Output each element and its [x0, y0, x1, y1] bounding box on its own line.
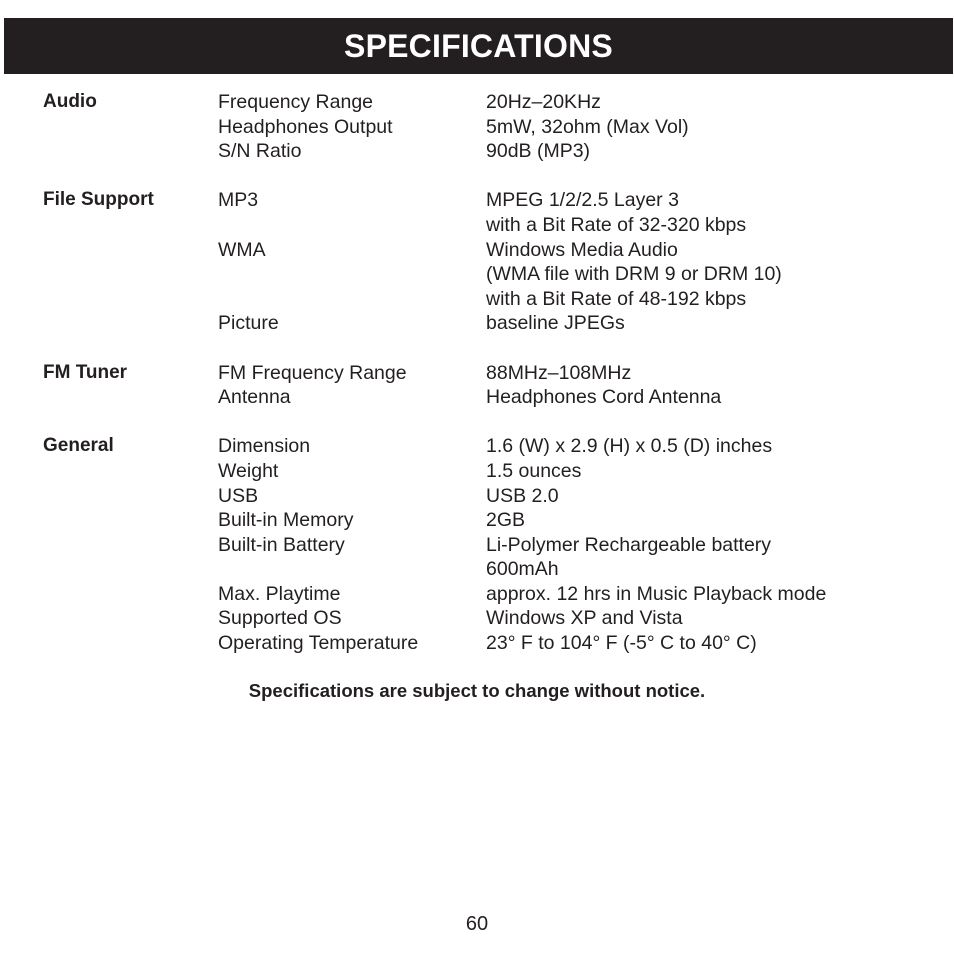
page-header-bar: [4, 18, 953, 74]
spec-value: USB 2.0: [486, 484, 559, 507]
spec-row: [43, 213, 923, 238]
spec-label: Built-in Memory: [218, 509, 354, 532]
spec-row: [43, 385, 923, 410]
spec-value: 600mAh: [486, 558, 559, 581]
spec-label: [218, 213, 486, 238]
spec-value: 1.6 (W) x 2.9 (H) x 0.5 (D) inches: [486, 435, 773, 458]
spec-label: [218, 262, 486, 287]
spec-label: Antenna: [218, 386, 291, 409]
spec-row: [43, 508, 923, 533]
spec-label: [218, 557, 486, 582]
spec-row: [43, 533, 923, 558]
spec-value: 5mW, 32ohm (Max Vol): [486, 115, 689, 138]
spec-value: (WMA file with DRM 9 or DRM 10): [486, 263, 782, 286]
spec-section: [43, 361, 923, 410]
spec-label: Weight: [218, 459, 279, 482]
spec-value: 90dB (MP3): [486, 140, 591, 163]
disclaimer-note: [0, 679, 954, 703]
spec-value: MPEG 1/2/2.5 Layer 3: [486, 189, 679, 212]
spec-category: [43, 582, 218, 607]
spec-label: MP3: [218, 189, 259, 212]
spec-row: [43, 311, 923, 336]
spec-value: 20Hz–20KHz: [486, 91, 601, 113]
spec-value: approx. 12 hrs in Music Playback mode: [486, 582, 827, 605]
spec-label: WMA: [218, 238, 266, 261]
spec-label: Operating Temperature: [218, 632, 419, 655]
spec-category: General: [43, 435, 114, 457]
spec-category: [43, 484, 218, 509]
spec-label: [218, 287, 486, 312]
spec-value: 1.5 ounces: [486, 459, 582, 482]
spec-value: 88MHz–108MHz: [486, 361, 632, 384]
spec-row: [43, 631, 923, 656]
spec-label: USB: [218, 484, 259, 507]
spec-category: [43, 459, 218, 484]
spec-category: [43, 557, 218, 582]
spec-label: Frequency Range: [218, 91, 374, 113]
spec-value: 23° F to 104° F (-5° C to 40° C): [486, 632, 757, 655]
spec-value: Windows Media Audio: [486, 238, 678, 261]
spec-section: [43, 434, 923, 655]
disclaimer-text: Specifications are subject to change without notice.: [248, 680, 706, 701]
spec-value: 2GB: [486, 509, 526, 532]
spec-section: [43, 90, 923, 164]
spec-category: [43, 115, 218, 140]
spec-value: baseline JPEGs: [486, 312, 625, 335]
spec-value: Windows XP and Vista: [486, 607, 683, 630]
spec-category: [43, 631, 218, 656]
spec-row: [43, 459, 923, 484]
spec-section: [43, 188, 923, 336]
spec-row: [43, 139, 923, 164]
spec-label: Headphones Output: [218, 115, 393, 138]
spec-label: Supported OS: [218, 607, 342, 630]
spec-label: Dimension: [218, 435, 311, 458]
spec-category: [43, 311, 218, 336]
specifications-table: [43, 90, 923, 680]
spec-value: Li-Polymer Rechargeable battery: [486, 533, 772, 556]
spec-category: [43, 262, 218, 287]
spec-row: [43, 484, 923, 509]
spec-row: [43, 582, 923, 607]
spec-value: Headphones Cord Antenna: [486, 386, 722, 409]
spec-category: FM Tuner: [43, 361, 128, 383]
spec-value: with a Bit Rate of 32-320 kbps: [486, 213, 747, 236]
spec-row: [43, 262, 923, 287]
spec-category: [43, 385, 218, 410]
spec-category: [43, 139, 218, 164]
spec-label: Built-in Battery: [218, 533, 345, 556]
spec-row: [43, 238, 923, 263]
spec-label: Picture: [218, 312, 279, 335]
spec-category: Audio: [43, 91, 97, 112]
spec-label: FM Frequency Range: [218, 361, 407, 384]
spec-row: [43, 188, 923, 213]
spec-row: [43, 90, 923, 115]
spec-category: [43, 533, 218, 558]
spec-category: [43, 287, 218, 312]
spec-category: File Support: [43, 189, 154, 211]
spec-row: [43, 434, 923, 459]
spec-label: S/N Ratio: [218, 140, 302, 163]
spec-row: [43, 361, 923, 386]
spec-row: [43, 115, 923, 140]
spec-row: [43, 287, 923, 312]
spec-value: with a Bit Rate of 48-192 kbps: [486, 287, 747, 310]
spec-category: [43, 508, 218, 533]
spec-category: [43, 213, 218, 238]
page-number: 60: [465, 913, 489, 935]
spec-label: Max. Playtime: [218, 582, 341, 605]
spec-category: [43, 606, 218, 631]
spec-row: [43, 606, 923, 631]
spec-row: [43, 557, 923, 582]
page-title: SPECIFICATIONS: [344, 27, 613, 64]
spec-category: [43, 238, 218, 263]
